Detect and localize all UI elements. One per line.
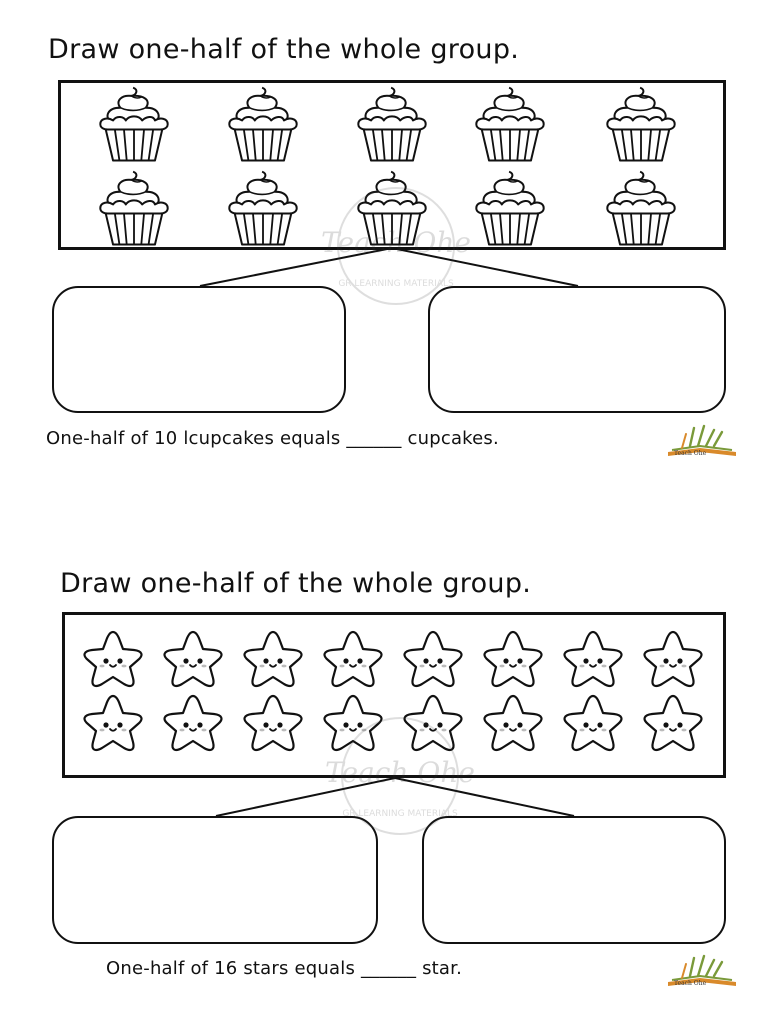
section-1-heading: Draw one-half of the whole group. bbox=[48, 34, 520, 65]
star-icon bbox=[236, 628, 310, 692]
svg-text:Teach Ohe: Teach Ohe bbox=[325, 756, 475, 789]
star-icon bbox=[396, 628, 470, 692]
answer-box-left-2[interactable] bbox=[52, 816, 378, 944]
cupcake-icon bbox=[464, 168, 556, 250]
star-icon bbox=[156, 692, 230, 756]
svg-text:Teach Ohe: Teach Ohe bbox=[674, 450, 707, 457]
answer-box-left[interactable] bbox=[52, 286, 346, 413]
cupcake-icon bbox=[88, 168, 180, 250]
star-icon bbox=[636, 692, 710, 756]
star-icon bbox=[316, 628, 390, 692]
star-icon bbox=[556, 628, 630, 692]
cupcake-icon bbox=[346, 84, 438, 166]
svg-text:GR LEARNING MATERIALS: GR LEARNING MATERIALS bbox=[342, 809, 458, 819]
book-icon bbox=[660, 422, 744, 462]
star-icon bbox=[556, 692, 630, 756]
answer-box-right[interactable] bbox=[428, 286, 726, 413]
cupcake-icon bbox=[464, 84, 556, 166]
section-2-sentence: One-half of 16 stars equals ______ star. bbox=[106, 958, 463, 979]
cupcake-icon bbox=[217, 168, 309, 250]
svg-text:GR LEARNING MATERIALS: GR LEARNING MATERIALS bbox=[338, 279, 454, 289]
section-2-heading: Draw one-half of the whole group. bbox=[60, 568, 532, 599]
star-icon bbox=[636, 628, 710, 692]
star-icon bbox=[236, 692, 310, 756]
star-icon bbox=[316, 692, 390, 756]
star-icon bbox=[156, 628, 230, 692]
star-icon bbox=[76, 692, 150, 756]
svg-text:Teach Ohe: Teach Ohe bbox=[321, 226, 471, 259]
book-icon bbox=[660, 952, 744, 992]
brand-logo bbox=[660, 422, 744, 466]
svg-text:Teach Ohe: Teach Ohe bbox=[674, 980, 707, 987]
cupcake-icon bbox=[346, 168, 438, 250]
star-icon bbox=[76, 628, 150, 692]
star-icon bbox=[396, 692, 470, 756]
answer-box-right-2[interactable] bbox=[422, 816, 726, 944]
section-1-sentence: One-half of 10 lcupcakes equals ______ cupcakes. bbox=[46, 428, 499, 449]
cupcake-icon bbox=[88, 84, 180, 166]
star-icon bbox=[476, 692, 550, 756]
brand-logo-2 bbox=[660, 952, 744, 996]
star-icon bbox=[476, 628, 550, 692]
cupcake-icon bbox=[217, 84, 309, 166]
cupcake-icon bbox=[595, 84, 687, 166]
cupcake-icon bbox=[595, 168, 687, 250]
